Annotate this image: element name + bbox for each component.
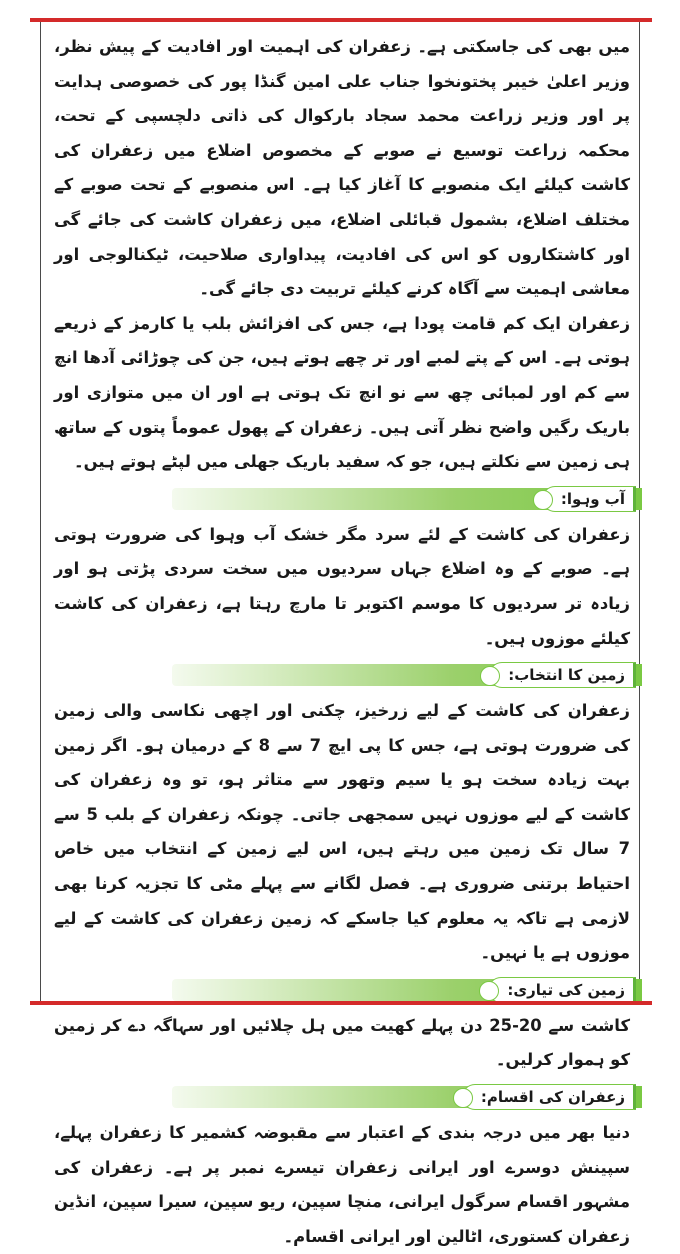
- heading-label: زمین کا انتخاب:: [489, 662, 636, 688]
- description-paragraph: زعفران ایک کم قامت پودا ہے، جس کی افزائش بلب یا کارمز کے ذریعے ہوتی ہے۔ اس کے پتے لمبے اور تر چھے ہوتے ہیں، جن کی چوڑائی آدھا انچ سے کم اور لمبائی چھ سے نو انچ تک ہوتی ہے اور ان میں متوازی اور باریک رگیں واضح نظر آتی ہیں۔ زعفران کے پھول عموماً پتوں کے ساتھ ہی زمین سے نکلتے ہیں، جو کہ سفید باریک جھلی میں لپٹے ہوتے ہیں۔: [54, 313, 630, 472]
- bottom-red-rule: [30, 1001, 652, 1005]
- land-selection-paragraph: زعفران کی کاشت کے لیے زرخیز، چکنی اور اچھی نکاسی والی زمین کی ضرورت ہوتی ہے، جس کا پی ایچ 7 سے 8 کے درمیان ہو۔ اگر زمین بہت زیادہ سخت ہو یا سیم وتھور سے متاثر ہو، تو وہ زعفران کی کاشت کے لیے موزوں نہیں سمجھی جاتی۔ چونکہ زعفران کے بلب 5 سے 7 سال تک زمین میں رہتے ہیں، اس لیے زمین کے انتخاب میں خاص احتیاط برتنی ضروری ہے۔ فصل لگانے سے پہلے مٹی کا تجزیہ کرنا بھی لازمی ہے تاکہ یہ معلوم کیا جاسکے کہ زمین زعفران کی کاشت کے لیے موزوں ہے یا نہیں۔: [54, 701, 630, 963]
- climate-paragraph: زعفران کی کاشت کے لئے سرد مگر خشک آب وہوا کی ضرورت ہوتی ہے۔ صوبے کے وہ اضلاع جہاں سردیوں میں سخت سردی پڑتی ہو اور زیادہ تر سردیوں کا موسم اکتوبر تا مارچ رہتا ہے، زعفران کی کاشت کیلئے موزوں ہیں۔: [54, 524, 630, 648]
- intro-paragraph: میں بھی کی جاسکتی ہے۔ زعفران کی اہمیت اور افادیت کے پیش نظر، وزیر اعلیٰ خیبر پختونخوا جناب علی امین گنڈا پور کی خصوصی ہدایت پر اور وزیر زراعت محمد سجاد بارکوال کی ذاتی دلچسپی کے تحت، محکمہ زراعت توسیع نے صوبے کے مخصوص اضلاع میں زعفران کی کاشت کیلئے ایک منصوبے کا آغاز کیا ہے۔ اس منصوبے کے تحت صوبے کے مختلف اضلاع، بشمول قبائلی اضلاع، میں زعفران کاشت کی جائے گی اور کاشتکاروں کو اس کی افادیت، پیداواری صلاحیت، ٹیکنالوجی اور معاشی اہمیت سے آگاہ کرنے کیلئے تربیت دی جائے گی۔: [54, 37, 630, 299]
- section-heading-land-preparation: [40, 977, 642, 1003]
- heading-label: آب وہوا:: [542, 486, 636, 512]
- section-heading-climate: [40, 486, 642, 512]
- varieties-paragraph: دنیا بھر میں درجہ بندی کے اعتبار سے مقبوضہ کشمیر کا زعفران پہلے، سپینش دوسرے اور ایرانی زعفران تیسرے نمبر پر ہے۔ زعفران کی مشہور اقسام سرگول ایرانی، منچا سپین، ریو سپین، سیرا سپین، انڈین زعفران کستوری، اٹالین اور ایرانی اقسام۔: [54, 1123, 630, 1246]
- section-heading-land-selection: [40, 662, 642, 688]
- heading-label: زمین کی تیاری:: [488, 977, 636, 1003]
- article-body: [52, 30, 632, 1254]
- land-preparation-paragraph: کاشت سے 20-25 دن پہلے کھیت میں ہل چلائیں اور سہاگہ دے کر زمین کو ہموار کرلیں۔: [54, 1015, 630, 1070]
- section-heading-varieties: [40, 1084, 642, 1110]
- heading-label: زعفران کی اقسام:: [462, 1084, 636, 1110]
